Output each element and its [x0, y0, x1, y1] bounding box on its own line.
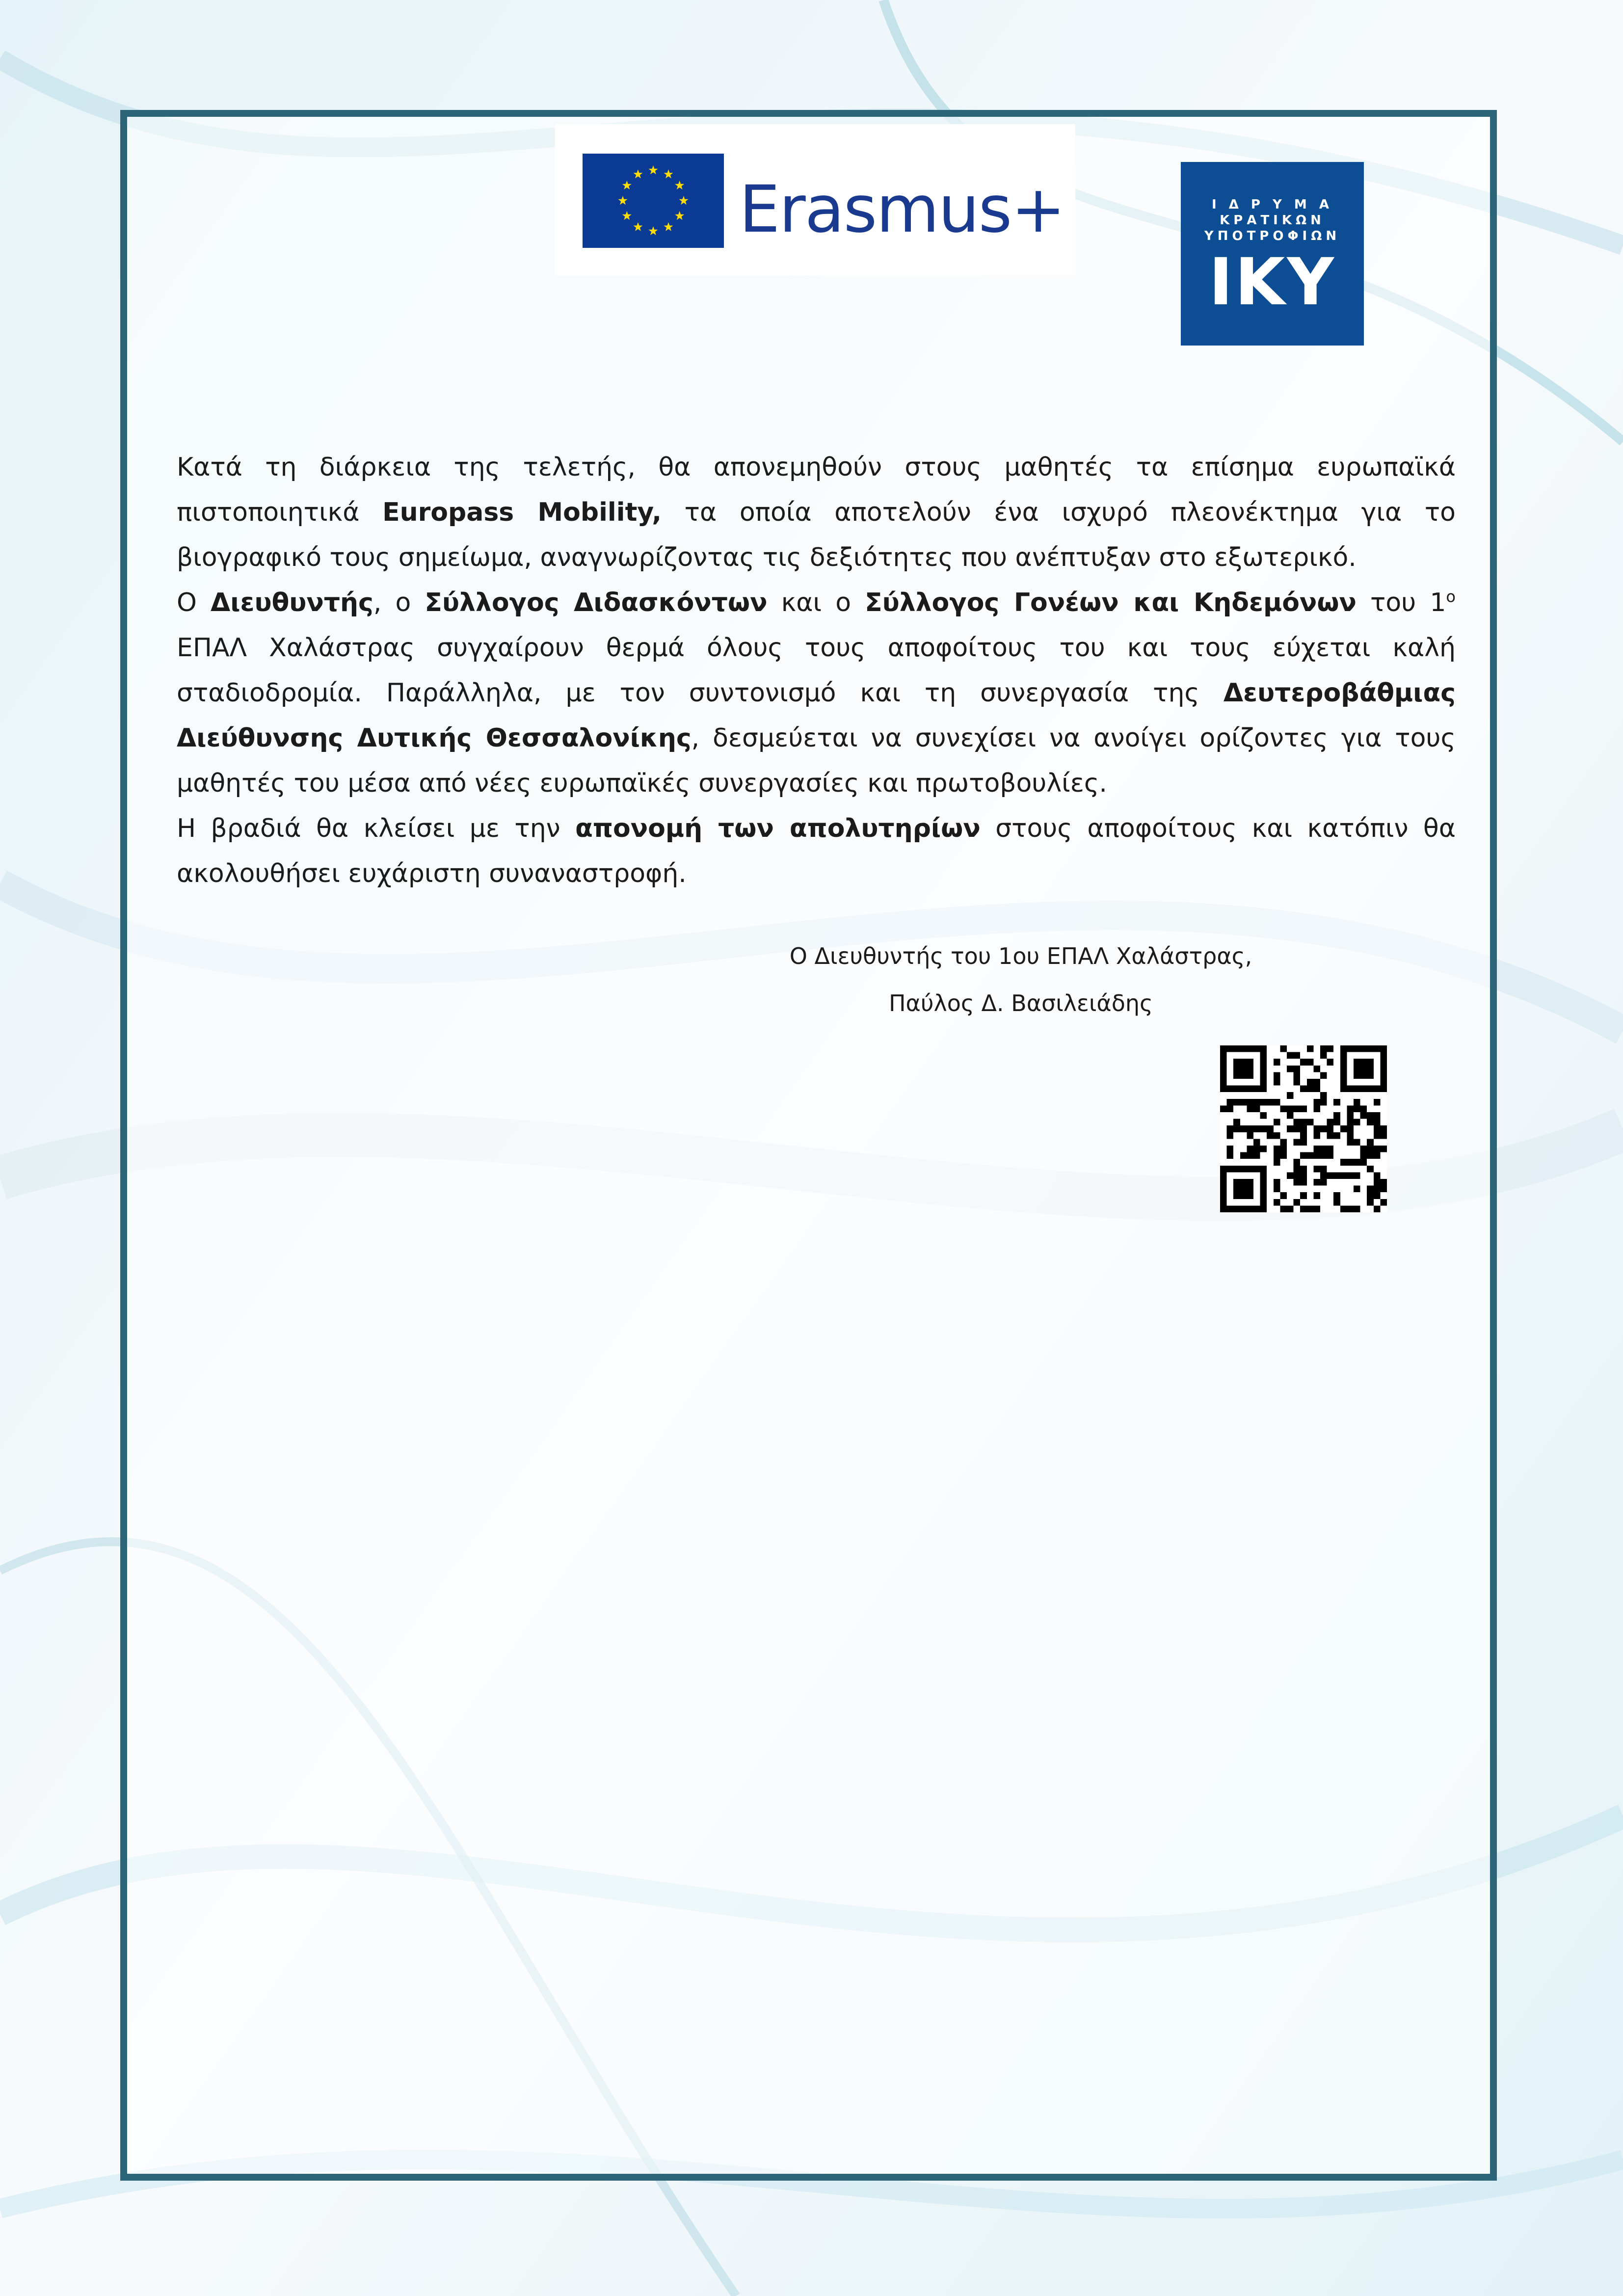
iky-line1: Ι Δ Ρ Υ Μ Α [1212, 197, 1333, 212]
europass-mobility: Europass Mobility, [382, 498, 662, 527]
signature-name: Παύλος Δ. Βασιλειάδης [888, 990, 1153, 1016]
signature-block [785, 933, 1256, 1027]
erasmus-wordmark: Erasmus+ [739, 172, 1064, 247]
eu-star [648, 226, 658, 235]
eu-star [633, 169, 642, 178]
eu-star [664, 169, 673, 178]
iky-line2: ΚΡΑΤΙΚΩΝ [1220, 213, 1325, 228]
eu-star [622, 181, 632, 189]
eu-star [675, 211, 684, 220]
paragraph-congratulations: Ο Διευθυντής, ο Σύλλογος Διδασκόντων και ο Σύλλογος Γονέων και Κηδεμόνων του $1^o$ ΕΠΑΛ Χαλάστρας συγχαίρουν θερμά όλους τους αποφοίτους του και τους εύχεται καλή σταδιοδρομία. Παράλληλα, με τον συντονισμό και τη συνεργασία της Δευτεροβάθμιας Διεύθυνσης Δυτικής Θεσσαλονίκης, δεσμεύεται να συνεχίσει να ανοίγει ορίζοντες για τους μαθητές του μέσα από νέες ευρωπαϊκές συνεργασίες και πρωτοβουλίες. [177, 587, 1456, 798]
eu-flag-icon [583, 154, 724, 248]
eu-star [648, 165, 658, 174]
paragraph-closing: Η βραδιά θα κλείσει με την απονομή των απολυτηρίων στους αποφοίτους και κατόπιν θα ακολουθήσει ευχάριστη συναναστροφή. [177, 814, 1456, 888]
iky-line3: ΥΠΟΤΡΟΦΙΩΝ [1204, 229, 1341, 243]
eu-star [675, 181, 684, 189]
erasmus-logo [555, 124, 1075, 275]
eu-star [679, 196, 688, 205]
signature-title: Ο Διευθυντής του 1ου ΕΠΑΛ Χαλάστρας, [789, 943, 1252, 969]
eu-star [618, 196, 627, 205]
eu-star [633, 222, 642, 231]
eu-star [664, 222, 673, 231]
iky-acronym: IKY [1209, 244, 1336, 320]
paragraph-certificates: Κατά τη διάρκεια της τελετής, θα απονεμηθούν στους μαθητές τα επίσημα ευρωπαϊκά πιστοποιητικά Europass Mobility, τα οποία αποτελούν ένα ισχυρό πλεονέκτημα για το βιογραφικό τους σημείωμα, αναγνωρίζοντας τις δεξιότητες που ανέπτυξαν στο εξωτερικό. [177, 453, 1456, 572]
iky-logo [1181, 162, 1364, 346]
qr-code-icon[interactable] [1220, 1045, 1387, 1212]
eu-star [622, 211, 632, 220]
announcement-body [177, 445, 1456, 896]
